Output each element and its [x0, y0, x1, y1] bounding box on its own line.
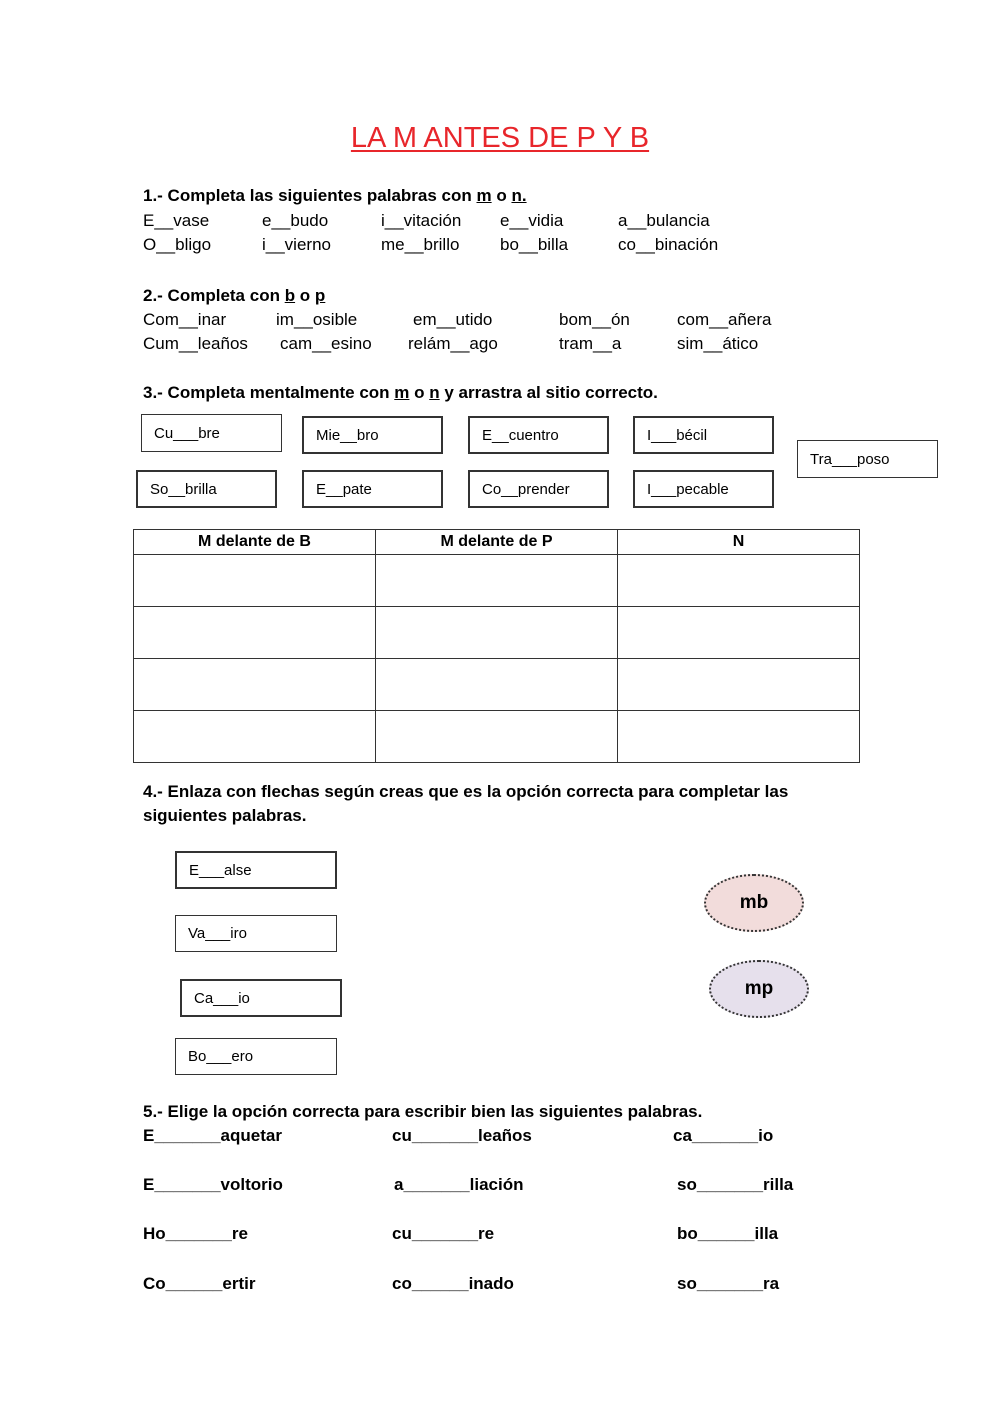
q5-word: Ho_______re [143, 1224, 248, 1243]
page-title: LA M ANTES DE P Y B [350, 122, 650, 154]
q2-word: tram__a [559, 334, 622, 353]
match-word[interactable]: Bo___ero [175, 1038, 337, 1075]
drag-card[interactable]: E__pate [302, 470, 443, 508]
drop-cell[interactable] [376, 555, 618, 607]
q5-word: cu_______re [392, 1224, 495, 1243]
question-3-heading [143, 383, 658, 403]
drag-card[interactable]: So__brilla [136, 470, 277, 508]
question-5-heading: 5.- Elige la opción correcta para escribir bien las siguientes palabras. [143, 1102, 703, 1121]
option-mb[interactable]: mb [704, 874, 804, 932]
column-header: M delante de B [134, 530, 376, 555]
q1-heading-n: n. [511, 186, 527, 205]
drop-cell[interactable] [618, 711, 860, 763]
sorting-table [133, 529, 860, 763]
question-1-heading [143, 186, 527, 206]
q1-word: e__budo [262, 211, 329, 230]
q2-word: relám__ago [408, 334, 498, 353]
column-header: N [618, 530, 860, 555]
drop-cell[interactable] [376, 711, 618, 763]
q1-word: bo__billa [500, 235, 569, 254]
q1-word: co__binación [618, 235, 719, 254]
q2-word: cam__esino [280, 334, 372, 353]
drag-card[interactable]: E__cuentro [468, 416, 609, 454]
q2-heading-b: b [284, 286, 296, 305]
q5-word: E_______aquetar [143, 1126, 282, 1145]
q3-heading-m: m [394, 383, 410, 402]
drop-cell[interactable] [618, 555, 860, 607]
q2-word: bom__ón [559, 310, 630, 329]
table-row [134, 659, 860, 711]
drag-card[interactable]: I___pecable [633, 470, 774, 508]
q1-word: e__vidia [500, 211, 564, 230]
question-4-heading-line2: siguientes palabras. [143, 806, 307, 825]
drag-card[interactable]: Mie__bro [302, 416, 443, 454]
q1-word: i__vitación [381, 211, 462, 230]
q5-word: so_______rilla [677, 1175, 794, 1194]
q2-word: sim__ático [677, 334, 759, 353]
q1-word: i__vierno [262, 235, 331, 254]
q2-word: Cum__leaños [143, 334, 248, 353]
q1-word: E__vase [143, 211, 210, 230]
q5-word: so_______ra [677, 1274, 780, 1293]
q2-word: im__osible [276, 310, 358, 329]
q5-word: bo______illa [677, 1224, 779, 1243]
drop-cell[interactable] [134, 607, 376, 659]
drop-cell[interactable] [618, 659, 860, 711]
drop-cell[interactable] [134, 711, 376, 763]
q5-word: a_______liación [394, 1175, 524, 1194]
match-word[interactable]: Ca___io [180, 979, 342, 1017]
q2-heading-mid: o [295, 286, 315, 305]
drag-card[interactable]: Cu___bre [141, 414, 282, 452]
question-2-heading [143, 286, 325, 306]
table-header-row [134, 530, 860, 555]
drop-cell[interactable] [134, 555, 376, 607]
q2-word: em__utido [413, 310, 493, 329]
table-row [134, 711, 860, 763]
q3-heading-n: n [429, 383, 440, 402]
q1-word: a__bulancia [618, 211, 710, 230]
q2-heading-text: 2.- Completa con [143, 286, 285, 305]
drop-cell[interactable] [134, 659, 376, 711]
option-mp[interactable]: mp [709, 960, 809, 1018]
drop-cell[interactable] [376, 659, 618, 711]
match-word[interactable]: E___alse [175, 851, 337, 889]
q1-word: O__bligo [143, 235, 212, 254]
drag-card[interactable]: I___bécil [633, 416, 774, 454]
q5-word: ca_______io [673, 1126, 774, 1145]
match-word[interactable]: Va___iro [175, 915, 337, 952]
drag-card[interactable]: Co__prender [468, 470, 609, 508]
q5-word: cu_______leaños [392, 1126, 532, 1145]
q2-word: Com__inar [143, 310, 227, 329]
question-4-heading: 4.- Enlaza con flechas según creas que es la opción correcta para completar las [143, 782, 789, 801]
q1-heading-m: m [476, 186, 492, 205]
column-header: M delante de P [376, 530, 618, 555]
drop-cell[interactable] [618, 607, 860, 659]
table-row [134, 555, 860, 607]
q1-heading-text: 1.- Completa las siguientes palabras con [143, 186, 477, 205]
q3-heading-post: y arrastra al sitio correcto. [439, 383, 658, 402]
table-row [134, 607, 860, 659]
q5-word: E_______voltorio [143, 1175, 283, 1194]
q5-word: Co______ertir [143, 1274, 256, 1293]
q3-heading-mid: o [409, 383, 430, 402]
q3-heading-text: 3.- Completa mentalmente con [143, 383, 395, 402]
drop-cell[interactable] [376, 607, 618, 659]
q1-word: me__brillo [381, 235, 460, 254]
q2-word: com__añera [677, 310, 772, 329]
q2-heading-p: p [314, 286, 326, 305]
drag-card[interactable]: Tra___poso [797, 440, 938, 478]
q1-heading-mid: o [491, 186, 512, 205]
q5-word: co______inado [392, 1274, 514, 1293]
